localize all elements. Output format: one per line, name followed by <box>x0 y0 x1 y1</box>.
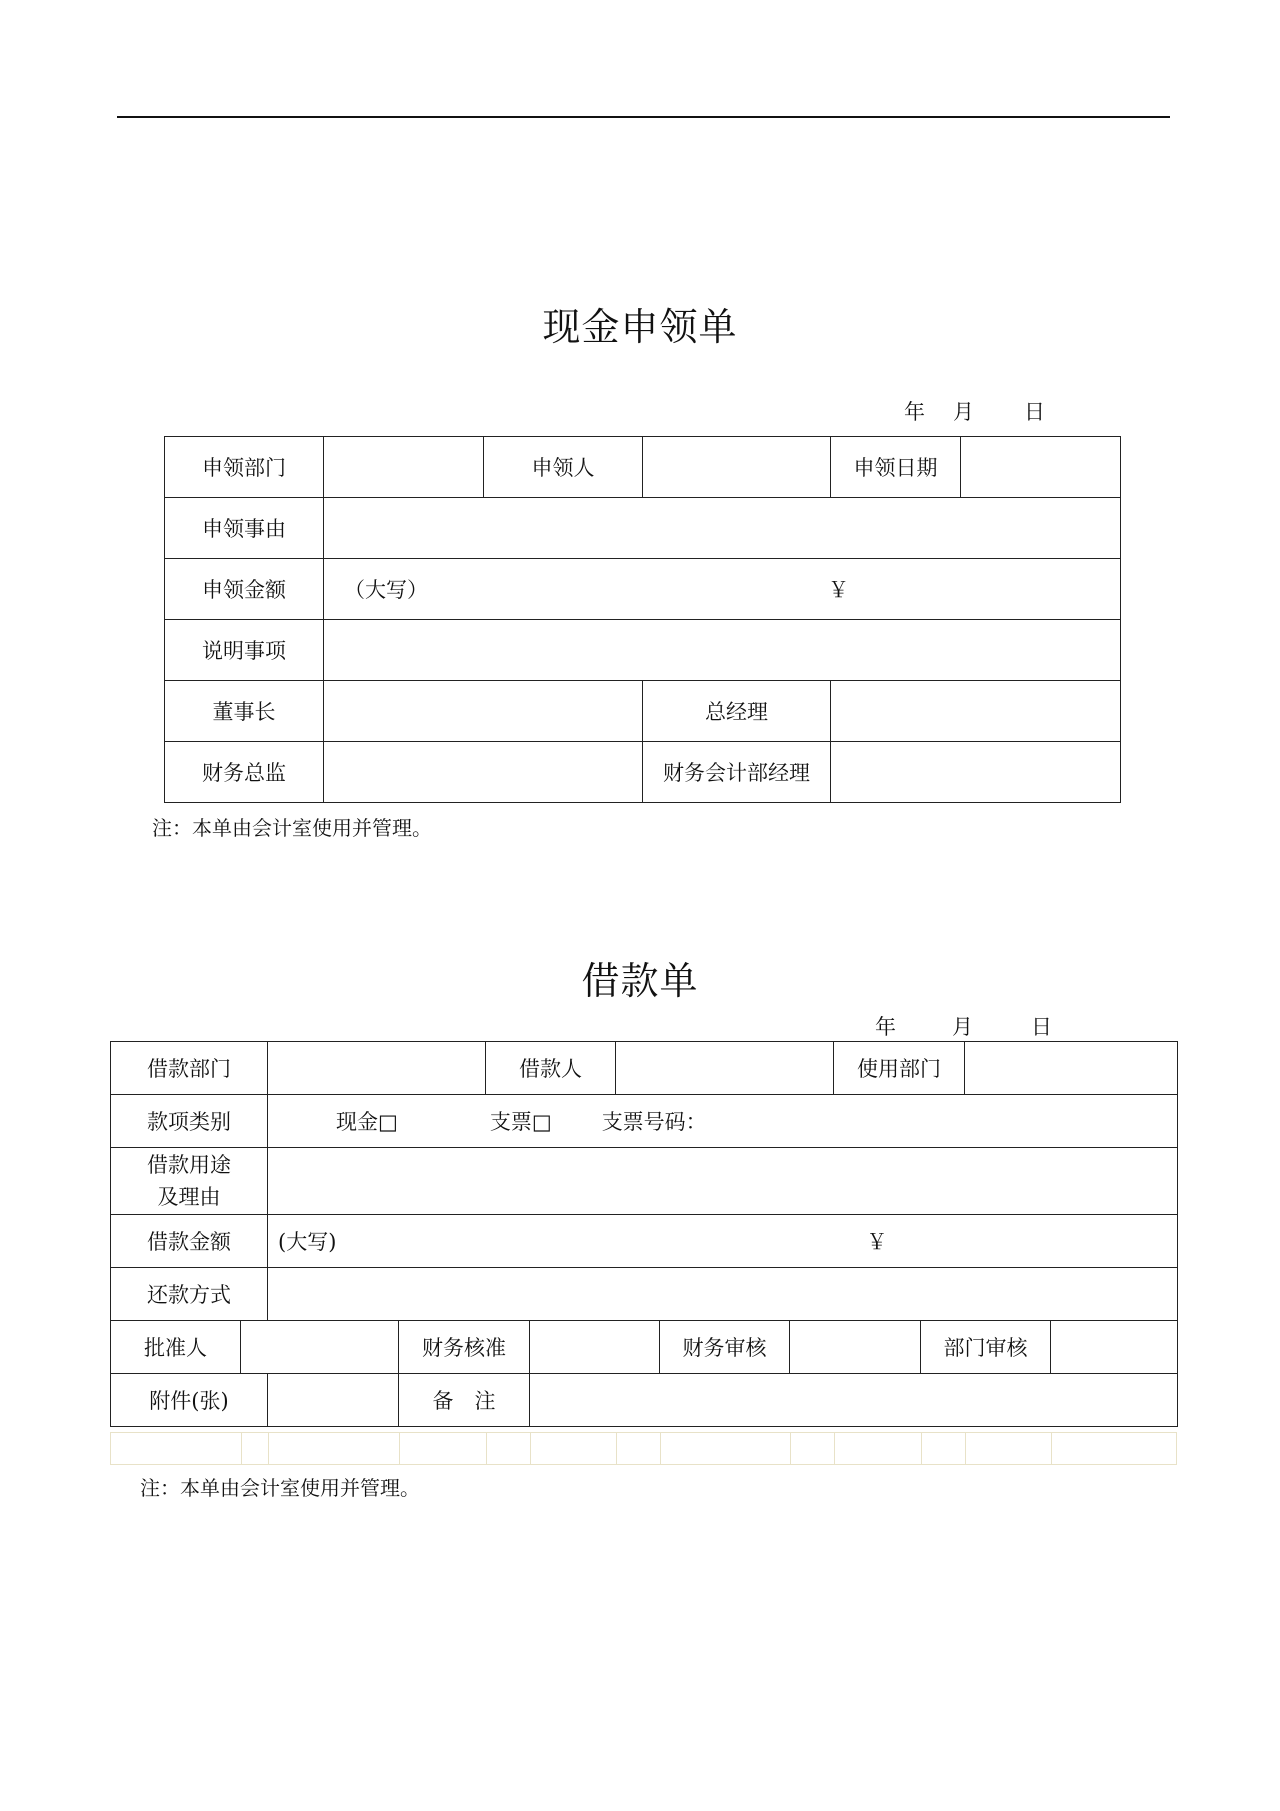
grid-line <box>486 1433 487 1464</box>
loan-form-table <box>110 1041 1178 1427</box>
table-row <box>111 1321 1178 1374</box>
amount-caps-label: (大写) <box>278 1230 337 1254</box>
apply-date-field[interactable] <box>961 437 1121 498</box>
grid-line <box>660 1433 661 1464</box>
table-row <box>165 498 1121 559</box>
remarks-label: 备 注 <box>399 1374 530 1427</box>
grid-line <box>268 1433 269 1464</box>
chairman-field[interactable] <box>324 681 643 742</box>
cash-form-note: 注：本单由会计室使用并管理。 <box>152 816 432 840</box>
department-review-label: 部门审核 <box>921 1321 1051 1374</box>
grid-line <box>530 1433 531 1464</box>
accounting-manager-field[interactable] <box>831 742 1121 803</box>
department-label: 申领部门 <box>165 437 324 498</box>
table-row <box>165 437 1121 498</box>
cash-form-title: 现金申领单 <box>542 305 738 349</box>
finance-approval-field[interactable] <box>530 1321 660 1374</box>
table-row <box>165 681 1121 742</box>
table-row <box>111 1042 1178 1095</box>
table-row <box>111 1268 1178 1321</box>
table-row <box>111 1148 1178 1215</box>
purpose-field[interactable] <box>268 1148 1178 1215</box>
apply-date-label: 申领日期 <box>831 437 961 498</box>
purpose-label <box>111 1148 268 1215</box>
grid-line <box>790 1433 791 1464</box>
explanation-label: 说明事项 <box>165 620 324 681</box>
date-day-label: 日 <box>1024 400 1045 424</box>
finance-director-field[interactable] <box>324 742 643 803</box>
approver-field[interactable] <box>241 1321 399 1374</box>
purpose-label-line2: 及理由 <box>157 1185 221 1209</box>
using-department-label: 使用部门 <box>834 1042 965 1095</box>
amount-field[interactable] <box>324 559 1121 620</box>
faint-grid-row <box>110 1432 1177 1465</box>
repayment-field[interactable] <box>268 1268 1178 1321</box>
using-department-field[interactable] <box>965 1042 1178 1095</box>
explanation-field[interactable] <box>324 620 1121 681</box>
amount-label: 借款金额 <box>111 1215 268 1268</box>
grid-line <box>834 1433 835 1464</box>
accounting-manager-label: 财务会计部经理 <box>643 742 831 803</box>
grid-line <box>616 1433 617 1464</box>
department-field[interactable] <box>324 437 484 498</box>
loan-form-note: 注：本单由会计室使用并管理。 <box>140 1476 420 1500</box>
amount-label: 申领金额 <box>165 559 324 620</box>
borrower-label: 借款人 <box>486 1042 616 1095</box>
table-row <box>111 1215 1178 1268</box>
finance-director-label: 财务总监 <box>165 742 324 803</box>
yuan-symbol: ￥ <box>866 1230 888 1254</box>
reason-field[interactable] <box>324 498 1121 559</box>
check-checkbox[interactable]: 支票□ <box>489 1110 552 1134</box>
table-row <box>165 620 1121 681</box>
applicant-label: 申领人 <box>484 437 643 498</box>
grid-line <box>921 1433 922 1464</box>
cash-form-date <box>904 396 1045 426</box>
loan-form-title: 借款单 <box>581 959 699 1003</box>
department-label: 借款部门 <box>111 1042 268 1095</box>
approver-label: 批准人 <box>111 1321 241 1374</box>
yuan-symbol: ￥ <box>828 578 849 602</box>
cash-checkbox[interactable]: 现金□ <box>336 1110 398 1134</box>
date-month-label: 月 <box>953 400 974 424</box>
finance-approval-label: 财务核准 <box>399 1321 530 1374</box>
finance-review-label: 财务审核 <box>660 1321 790 1374</box>
grid-line <box>241 1433 242 1464</box>
table-row <box>111 1095 1178 1148</box>
department-review-field[interactable] <box>1051 1321 1178 1374</box>
table-row <box>165 559 1121 620</box>
grid-line <box>1051 1433 1052 1464</box>
department-field[interactable] <box>268 1042 486 1095</box>
attachments-field[interactable] <box>268 1374 399 1427</box>
category-field <box>268 1095 1178 1148</box>
loan-form-date <box>875 1011 1052 1041</box>
purpose-label-line1: 借款用途 <box>147 1153 231 1177</box>
borrower-field[interactable] <box>616 1042 834 1095</box>
grid-line <box>399 1433 400 1464</box>
date-month-label: 月 <box>952 1015 973 1039</box>
finance-review-field[interactable] <box>790 1321 921 1374</box>
header-rule <box>117 116 1170 118</box>
repayment-label: 还款方式 <box>111 1268 268 1321</box>
amount-field[interactable] <box>268 1215 1178 1268</box>
category-label: 款项类别 <box>111 1095 268 1148</box>
grid-line <box>965 1433 966 1464</box>
attachments-label: 附件(张) <box>111 1374 268 1427</box>
chairman-label: 董事长 <box>165 681 324 742</box>
amount-caps-label: （大写） <box>344 578 428 602</box>
date-year-label: 年 <box>875 1015 896 1039</box>
cash-form-table <box>164 436 1121 803</box>
general-manager-label: 总经理 <box>643 681 831 742</box>
remarks-field[interactable] <box>530 1374 1178 1427</box>
reason-label: 申领事由 <box>165 498 324 559</box>
date-year-label: 年 <box>904 400 925 424</box>
table-row <box>111 1374 1178 1427</box>
table-row <box>165 742 1121 803</box>
date-day-label: 日 <box>1031 1015 1052 1039</box>
applicant-field[interactable] <box>643 437 831 498</box>
check-number-label: 支票号码： <box>601 1110 707 1134</box>
general-manager-field[interactable] <box>831 681 1121 742</box>
